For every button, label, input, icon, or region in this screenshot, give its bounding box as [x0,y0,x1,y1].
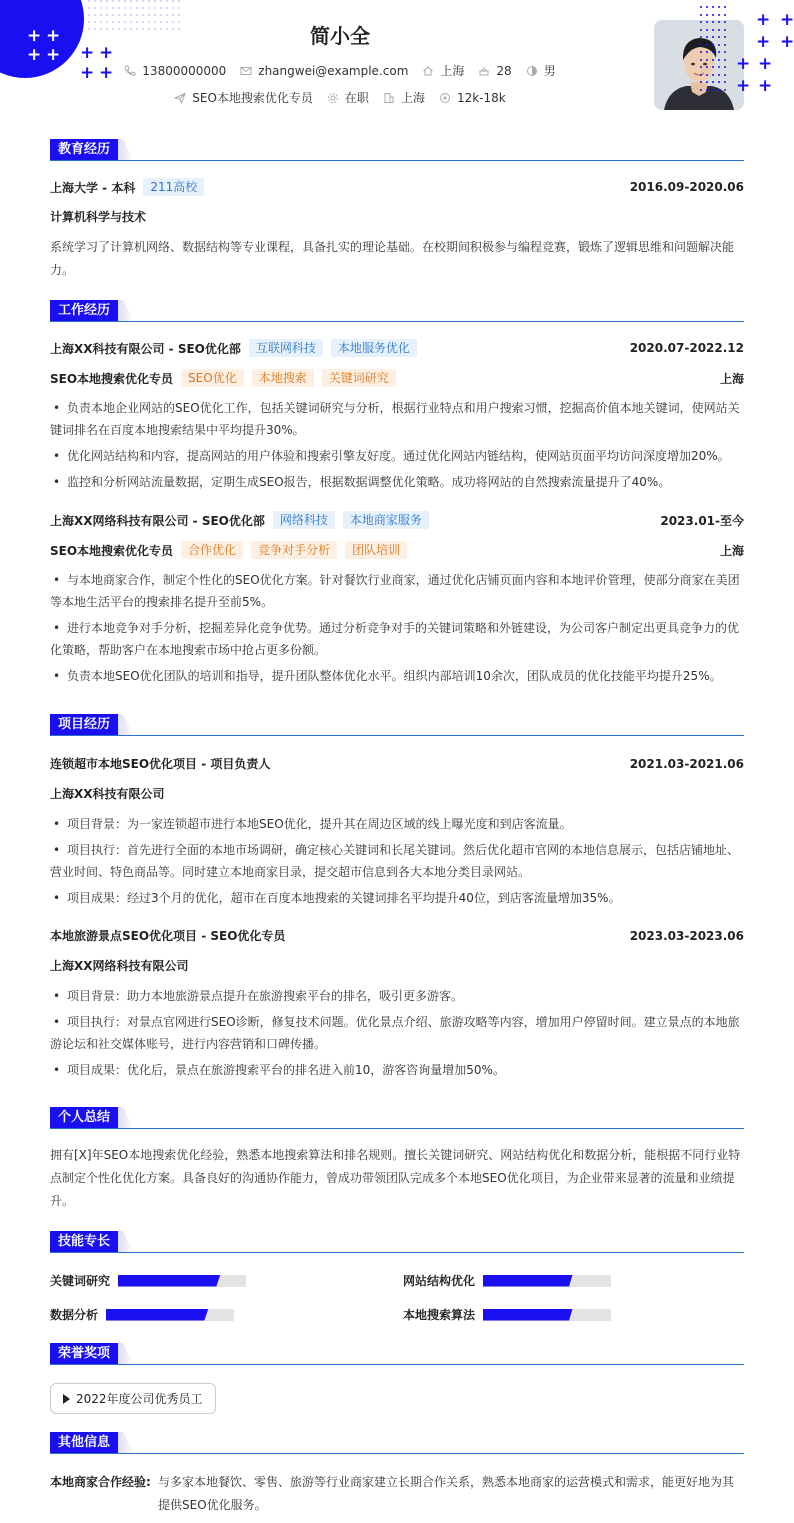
dot [706,74,708,76]
role-tag: 合作优化 [181,541,243,559]
plus-icon: + [99,43,114,63]
dot [724,89,726,91]
plus-icon: + [80,43,95,63]
job-target-item [174,89,313,106]
company-name: 上海XX科技有限公司 - SEO优化部 [50,341,241,356]
dot [718,74,720,76]
job-bullets [50,569,744,691]
summary-text: 拥有[X]年SEO本地搜索优化经验，熟悉本地搜索算法和排名规则。擅长关键词研究、网站结构优化和数据分析，能根据不同行业特点制定个性化优化方案。具备良好的沟通协作能力，曾成功带领团队完成多个本地SEO优化项目，为企业带来显著的流量和业绩提升。 [50,1148,741,1208]
target-city-value: 上海 [400,91,425,105]
dot [706,14,708,16]
candidate-name: 简小全 [310,24,370,48]
coin-icon [439,92,451,104]
school-tag: 211高校 [143,178,204,196]
project-bullets [50,813,744,913]
role-tag: 本地搜索 [252,369,314,387]
award-name: 2022年度公司优秀员工 [76,1392,203,1406]
list-item: • 负责本地企业网站的SEO优化工作，包括关键词研究与分析，根据行业特点和用户搜索习惯，挖掘高价值本地关键词，使网站关键词排名在百度本地搜索结果中平均提升30%。 [50,401,740,437]
title-decoration [118,714,134,735]
gender-item [526,62,556,79]
plus-icon: + [756,10,771,30]
list-item: • 负责本地SEO优化团队的培训和指导，提升团队整体优化水平。组织内部培训10余次，团队成员的优化技能平均提升25%。 [53,669,722,683]
plus-icon: + [27,45,42,65]
section-title [50,300,744,322]
company-name: 上海XX网络科技有限公司 - SEO优化部 [50,513,265,528]
other-key: 本地商家合作经验: [50,1475,151,1489]
phone-value: 13800000000 [142,63,227,78]
job-role: SEO本地搜索优化专员 [50,371,174,386]
dot [724,81,726,83]
dot [700,74,702,76]
job-date: 2020.07-2022.12 [629,341,744,355]
age-value: 28 [496,63,512,78]
dot [706,66,708,68]
projects-section [50,714,744,736]
list-item: • 项目成果：优化后，景点在旅游搜索平台的排名进入前10，游客咨询量增加50%。 [53,1063,505,1077]
major: 计算机科学与技术 [50,210,147,224]
title-decoration [118,1343,134,1364]
skill-bar-fill [483,1309,573,1321]
dot [724,66,726,68]
job-location: 上海 [719,371,744,386]
dot [700,29,702,31]
work-section [50,300,744,322]
award-chip [50,1383,216,1414]
section-label: 技能专长 [50,1231,118,1252]
education-desc: 系统学习了计算机网络、数据结构等专业课程，具备扎实的理论基础。在校期间积极参与编程竞赛，锻炼了逻辑思维和问题解决能力。 [50,240,735,277]
dot [706,81,708,83]
dot [712,6,714,8]
dot [706,21,708,23]
email-value: zhangwei@example.com [258,63,409,78]
section-title [50,1343,744,1365]
title-decoration [118,1231,134,1252]
job-date: 2023.01-至今 [660,513,744,528]
skill-name: 本地搜索算法 [403,1308,476,1322]
building-icon [383,92,395,104]
other-section [50,1432,744,1454]
gender-value: 男 [543,64,556,78]
plus-icon: + [758,54,773,74]
title-decoration [118,1107,134,1128]
plus-icon: + [27,26,42,46]
title-decoration [118,300,134,321]
email-item [240,64,408,78]
dot [706,36,708,38]
other-info [50,1471,744,1517]
skill-name: 关键词研究 [50,1274,111,1288]
skill-item [403,1272,611,1289]
dot [724,51,726,53]
job-role: SEO本地搜索优化专员 [50,543,174,558]
section-title [50,1231,744,1253]
dot [712,89,714,91]
plus-icon: + [736,54,751,74]
dot [712,44,714,46]
dot [718,29,720,31]
dot [718,21,720,23]
salary-value: 12k-18k [456,90,506,105]
dot [718,6,720,8]
dot [718,81,720,83]
list-item: • 监控和分析网站流量数据，定期生成SEO报告，根据数据调整优化策略。成功将网站的自然搜索流量提升了40%。 [53,475,671,489]
company-tag: 互联网科技 [249,339,323,357]
project-bullets [50,985,744,1085]
dot [712,66,714,68]
list-item: • 项目成果：经过3个月的优化，超市在百度本地搜索的关键词排名平均提升40位，到店客流量增加35%。 [53,891,621,905]
education-date: 2016.09-2020.06 [629,180,744,194]
project-date: 2023.03-2023.06 [629,928,744,943]
section-label: 工作经历 [50,300,118,321]
dot [718,66,720,68]
plus-icon: + [46,45,61,65]
skill-bar [483,1309,611,1321]
role-tag: SEO优化 [181,369,244,387]
dot [700,36,702,38]
education-section [50,139,744,161]
dot-pattern [700,6,732,96]
gender-icon [526,65,538,77]
plus-icon: + [99,63,114,83]
cake-icon [478,65,490,77]
phone-item [124,64,226,78]
dot [706,44,708,46]
dot [700,59,702,61]
skill-bar-fill [106,1309,208,1321]
plus-icon: + [46,26,61,46]
list-item: • 优化网站结构和内容，提高网站的用户体验和搜索引擎友好度。通过优化网站内链结构，使网站页面平均访问深度增加20%。 [53,449,730,463]
dot [718,89,720,91]
skill-item [50,1306,234,1323]
section-label: 教育经历 [50,139,118,160]
list-item: • 项目背景：为一家连锁超市进行本地SEO优化，提升其在周边区域的线上曝光度和到店客流量。 [53,817,572,831]
status-value: 在职 [344,91,369,105]
plus-icon: + [758,76,773,96]
plus-icon: + [780,32,794,52]
skill-item [50,1272,246,1289]
job-intent-row [0,89,680,106]
summary-section [50,1107,744,1129]
dot [724,59,726,61]
dot [724,29,726,31]
project-date: 2021.03-2021.06 [629,756,744,771]
list-item: • 与本地商家合作，制定个性化的SEO优化方案。针对餐饮行业商家，通过优化店铺页面内容和本地评价管理，使部分商家在美团等本地生活平台的搜索排名提升至前5%。 [50,573,740,609]
honors-section [50,1343,744,1365]
section-title [50,139,744,161]
home-icon [422,65,434,77]
dot [700,81,702,83]
company-tag: 网络科技 [273,511,335,529]
role-tag: 竞争对手分析 [251,541,337,559]
city-value: 上海 [440,64,465,78]
skill-bar [483,1275,611,1287]
plus-icon: + [80,63,95,83]
role-tag: 团队培训 [345,541,407,559]
project-company: 上海XX网络科技有限公司 [50,959,189,973]
dot [706,59,708,61]
list-item: • 项目执行：首先进行全面的本地市场调研，确定核心关键词和长尾关键词。然后优化超市官网的本地信息展示，包括店铺地址、营业时间、特色商品等。同时建立本地商家目录，提交超市信息到各大本地分类目录网站。 [50,843,740,879]
dot [700,6,702,8]
school-name: 上海大学 - 本科 [50,180,136,195]
phone-icon [124,65,136,77]
section-label: 其他信息 [50,1432,118,1453]
send-icon [174,92,186,104]
section-title [50,1107,744,1129]
skills-section [50,1231,744,1253]
job-target-value: SEO本地搜索优化专员 [192,91,313,105]
dot [706,51,708,53]
skill-bar-fill [483,1275,573,1287]
list-item: • 进行本地竞争对手分析，挖掘差异化竞争优势。通过分析竞争对手的关键词策略和外链建设，为公司客户制定出更具竞争力的优化策略，帮助客户在本地搜索市场中抢占更多份额。 [50,621,740,657]
dot [700,66,702,68]
dot [712,14,714,16]
salary-item [439,91,506,105]
dot [718,44,720,46]
dot [724,14,726,16]
section-label: 荣誉奖项 [50,1343,118,1364]
title-decoration [118,1432,134,1453]
dot [712,36,714,38]
plus-icon: + [736,76,751,96]
dot [718,51,720,53]
dot [718,14,720,16]
dot [700,51,702,53]
plus-icon: + [780,10,794,30]
city-item [422,62,464,79]
skill-item [403,1306,611,1323]
dot [712,74,714,76]
age-item [478,64,511,78]
dot [724,74,726,76]
plus-icon: + [756,32,771,52]
skill-bar-fill [118,1275,220,1287]
dot [724,36,726,38]
dot [718,59,720,61]
dot [724,44,726,46]
company-tag: 本地商家服务 [343,511,429,529]
skill-bar [118,1275,246,1287]
list-item: • 项目背景：助力本地旅游景点提升在旅游搜索平台的排名，吸引更多游客。 [53,989,464,1003]
section-title [50,1432,744,1454]
dot [700,89,702,91]
dot [706,89,708,91]
job-location: 上海 [719,543,744,558]
skill-bar [106,1309,234,1321]
dot [718,36,720,38]
role-tag: 关键词研究 [322,369,396,387]
dot [712,51,714,53]
section-title [50,714,744,736]
skill-name: 数据分析 [50,1308,99,1322]
dot [724,21,726,23]
status-item [327,89,369,106]
job-bullets [50,397,744,497]
dot [712,81,714,83]
other-value: 与多家本地餐饮、零售、旅游等行业商家建立长期合作关系，熟悉本地商家的运营模式和需求，能更好地为其提供SEO优化服务。 [158,1475,735,1512]
dot [724,6,726,8]
dot [712,59,714,61]
section-label: 项目经历 [50,714,118,735]
dot [700,44,702,46]
project-name: 本地旅游景点SEO优化项目 - SEO优化专员 [50,929,286,943]
list-item: • 项目执行：对景点官网进行SEO诊断，修复技术问题。优化景点介绍、旅游攻略等内容，增加用户停留时间。建立景点的本地旅游论坛和社交媒体账号，进行内容营销和口碑传播。 [50,1015,740,1051]
dot [706,29,708,31]
contact-row [0,62,680,79]
dot [712,21,714,23]
mail-icon [240,65,252,77]
skill-name: 网站结构优化 [403,1274,476,1288]
dot [700,14,702,16]
dot [712,29,714,31]
title-decoration [118,139,134,160]
project-name: 连锁超市本地SEO优化项目 - 项目负责人 [50,757,271,771]
target-city-item [383,89,425,106]
dot [706,6,708,8]
section-label: 个人总结 [50,1107,118,1128]
settings-icon [327,92,339,104]
dot [700,21,702,23]
play-icon [63,1394,70,1404]
company-tag: 本地服务优化 [331,339,417,357]
project-company: 上海XX科技有限公司 [50,787,165,801]
